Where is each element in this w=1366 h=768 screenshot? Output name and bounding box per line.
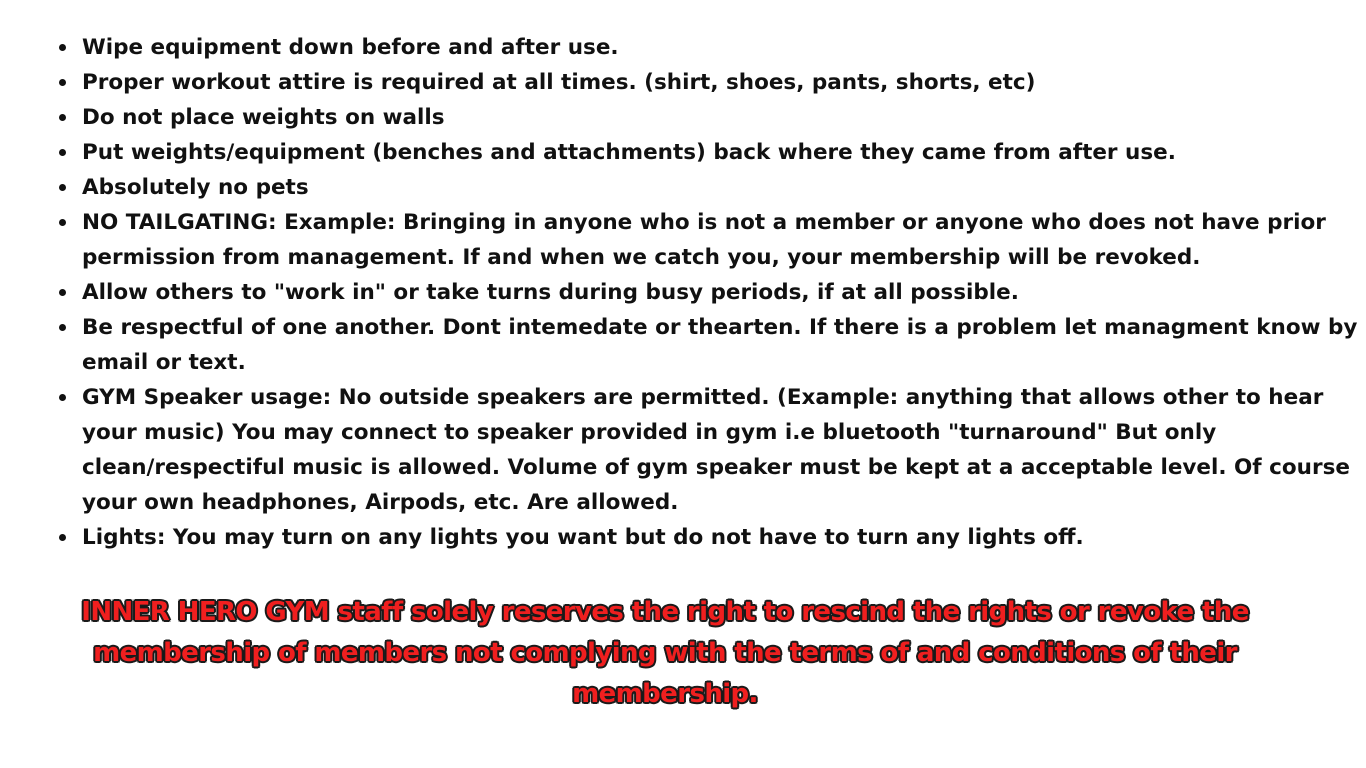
rule-item: NO TAILGATING: Example: Bringing in anyone who is not a member or anyone who does not have prior permission from management. If and when we catch you, your membership will be revoked. [82,205,1362,275]
rule-item: Do not place weights on walls [82,100,1362,135]
rule-item: GYM Speaker usage: No outside speakers are permitted. (Example: anything that allows other to hear your music) You may connect to speaker provided in gym i.e bluetooth "turnaround" But only clean/respectiful music is allowed. Volume of gym speaker must be kept at a acceptable level. Of course your own headphones, Airpods, etc. Are allowed. [82,380,1362,520]
rule-item: Absolutely no pets [82,170,1362,205]
rule-item: Be respectful of one another. Dont intemedate or thearten. If there is a problem let managment know by email or text. [82,310,1362,380]
rule-item: Wipe equipment down before and after use. [82,30,1362,65]
rule-item: Lights: You may turn on any lights you want but do not have to turn any lights off. [82,520,1362,555]
gym-rules-list [82,30,1362,555]
membership-notice: INNER HERO GYM staff solely reserves the right to rescind the rights or revoke the membership of members not complying with the terms of and conditions of their membership. [81,597,1249,709]
rule-item: Proper workout attire is required at all times. (shirt, shoes, pants, shorts, etc) [82,65,1362,100]
rule-item: Allow others to "work in" or take turns during busy periods, if at all possible. [82,275,1362,310]
rule-item: Put weights/equipment (benches and attachments) back where they came from after use. [82,135,1362,170]
